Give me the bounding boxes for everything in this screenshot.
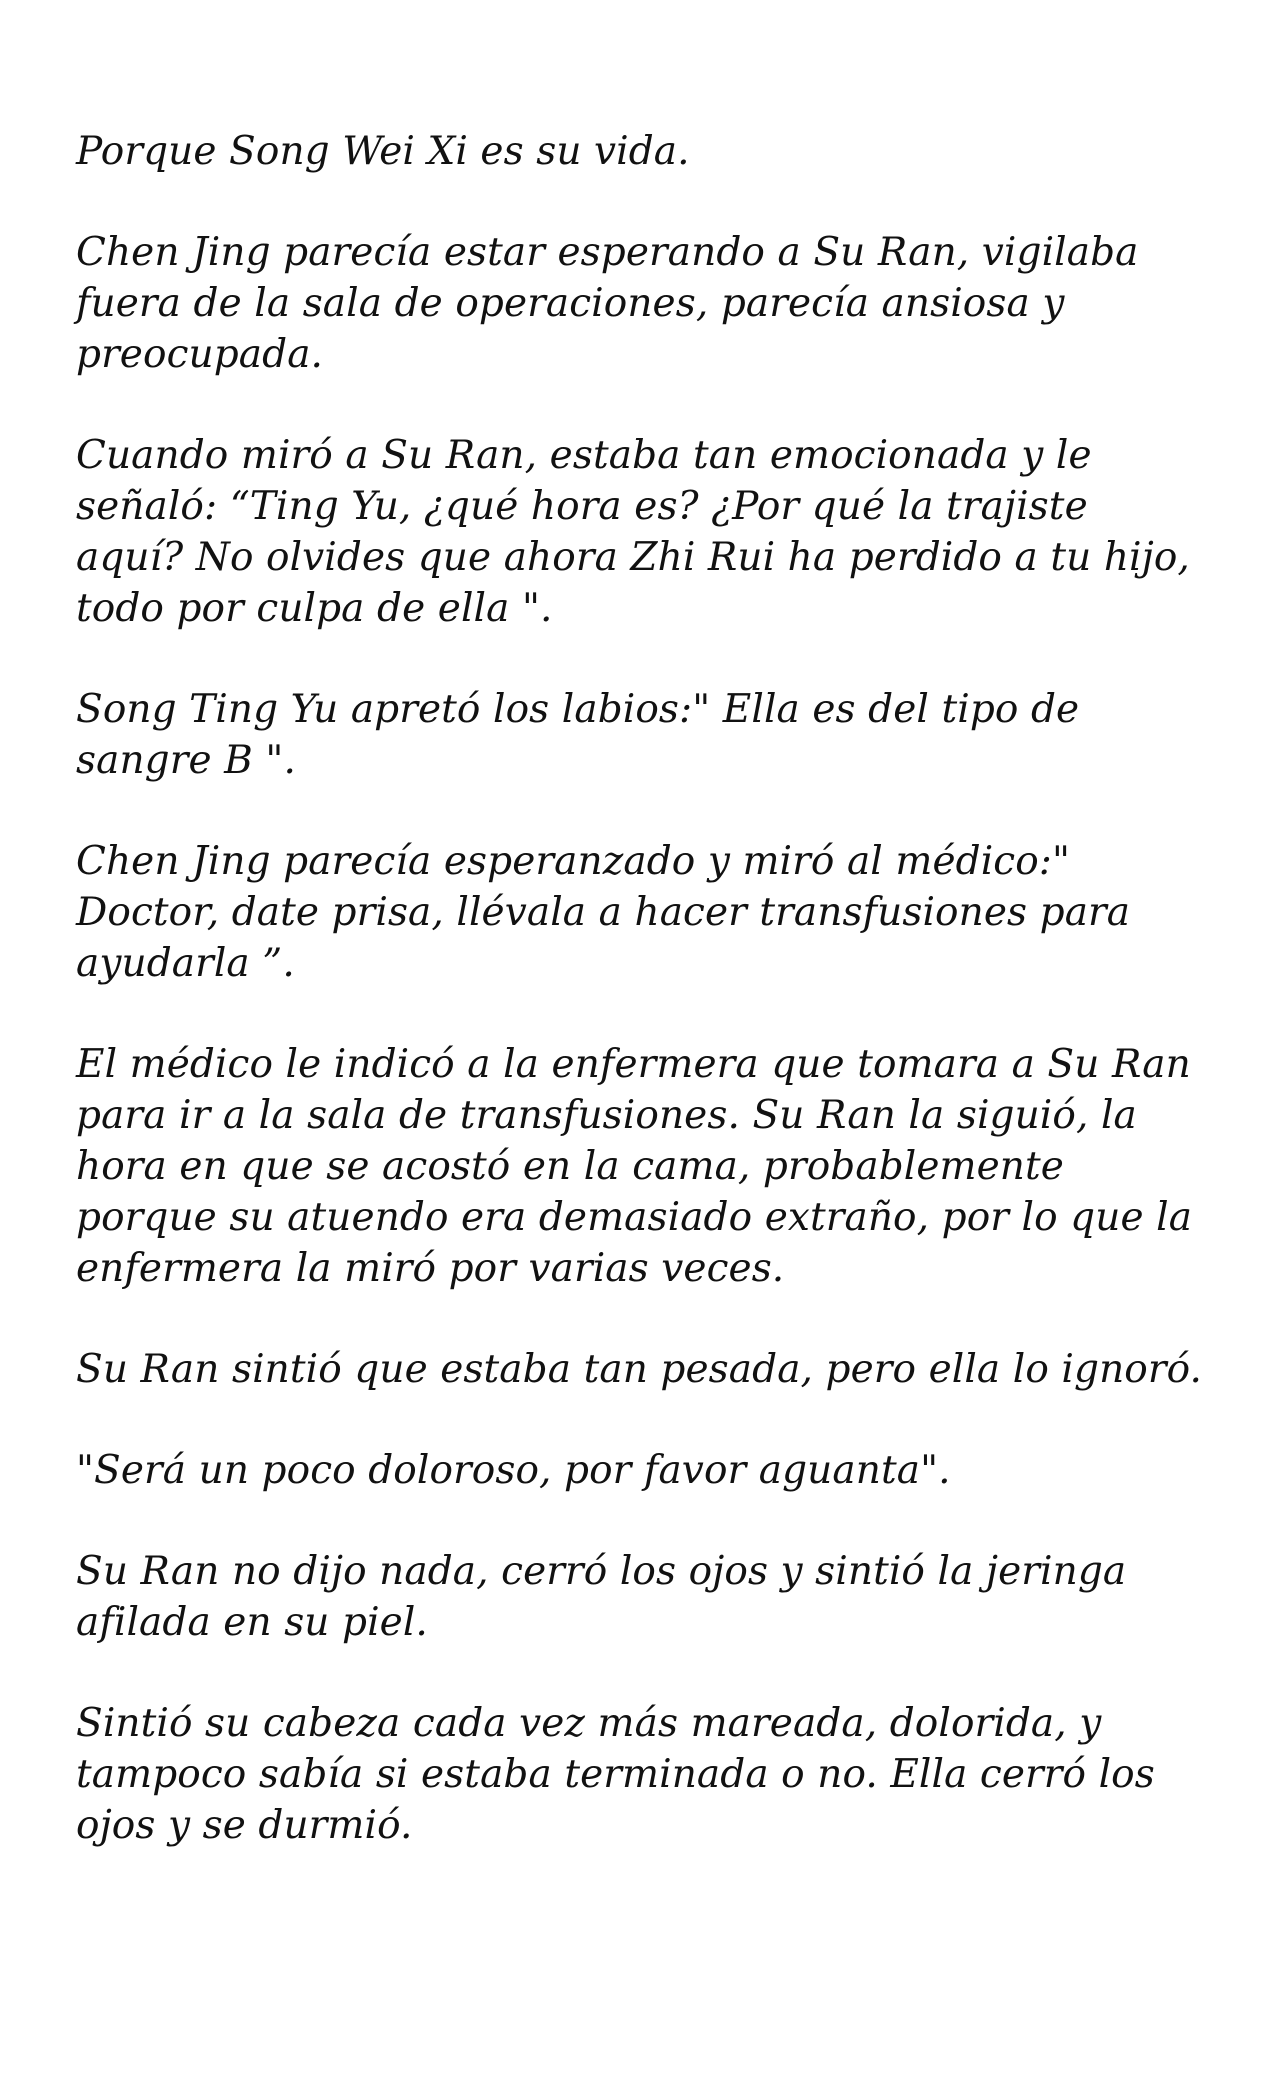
paragraph-6: El médico le indicó a la enfermera que tomara a Su Ran para ir a la sala de transfusiones. Su Ran la siguió, la hora en que se acostó en la cama, probablemente porque su atuendo era demasiado extraño, por lo que la enfermera la miró por varias veces.: [76, 1042, 1193, 1291]
paragraph-9: Su Ran no dijo nada, cerró los ojos y sintió la jeringa afilada en su piel.: [76, 1549, 1127, 1645]
document-page: [76, 126, 1206, 1851]
paragraph-8: "Será un poco doloroso, por favor aguanta".: [76, 1448, 951, 1493]
paragraph-7: Su Ran sintió que estaba tan pesada, pero ella lo ignoró.: [76, 1347, 1202, 1392]
paragraph-10: Sintió su cabeza cada vez más mareada, dolorida, y tampoco sabía si estaba terminada o no. Ella cerró los ojos y se durmió.: [76, 1701, 1155, 1848]
paragraph-1: Porque Song Wei Xi es su vida.: [76, 129, 690, 174]
paragraph-2: Chen Jing parecía estar esperando a Su Ran, vigilaba fuera de la sala de operaciones, parecía ansiosa y preocupada.: [76, 230, 1139, 377]
paragraph-3: Cuando miró a Su Ran, estaba tan emocionada y le señaló: “Ting Yu, ¿qué hora es? ¿Por qué la trajiste aquí? No olvides que ahora Zhi Rui ha perdido a tu hijo, todo por culpa de ella ".: [76, 433, 1190, 631]
paragraph-5: Chen Jing parecía esperanzado y miró al médico:" Doctor, date prisa, llévala a hacer transfusiones para ayudarla ”.: [76, 839, 1131, 986]
paragraph-4: Song Ting Yu apretó los labios:" Ella es del tipo de sangre B ".: [76, 687, 1080, 783]
